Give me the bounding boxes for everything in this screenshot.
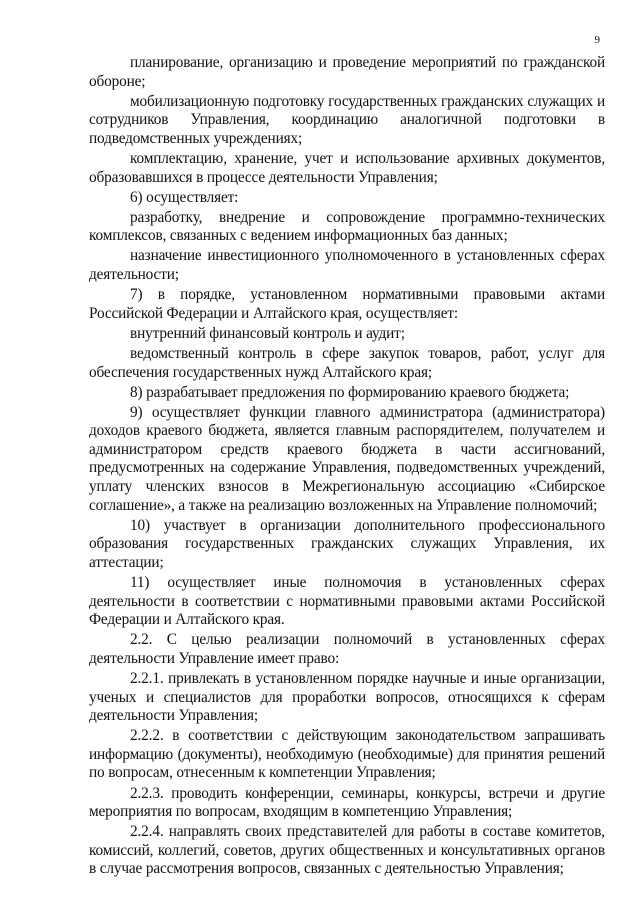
paragraph-14: 2.2. С целью реализации полномочий в установленных сферах деятельности Управление имеет право: <box>89 631 605 667</box>
paragraph-3: комплектацию, хранение, учет и использование архивных документов, образовавшихся в процессе деятельности Управления; <box>89 149 605 186</box>
paragraph-13: 11) осуществляет иные полномочия в установленных сферах деятельности в соответствии с нормативными правовыми актами Российской Федерации и Алтайского края. <box>89 574 605 629</box>
paragraph-4: 6) осуществляет: <box>130 188 239 206</box>
paragraph-5: разработку, внедрение и сопровождение программно-технических комплексов, связанных с ведением информационных баз данных; <box>89 208 605 245</box>
paragraph-16: 2.2.2. в соответствии с действующим законодательством запрашивать информацию (документы), необходимую (необходимые) для принятия решений по вопросам, отнесенным к компетенции Управления; <box>89 727 605 782</box>
paragraph-8: внутренний финансовый контроль и аудит; <box>130 324 405 342</box>
paragraph-7: 7) в порядке, установленном нормативными правовыми актами Российской Федерации и Алтайского края, осуществляет: <box>89 286 605 322</box>
paragraph-15: 2.2.1. привлекать в установленном порядке научные и иные организации, ученых и специалистов для проработки вопросов, относящихся к сферам деятельности Управления; <box>89 670 605 725</box>
paragraph-12: 10) участвует в организации дополнительного профессионального образования государственных гражданских служащих Управления, их аттестации; <box>89 516 605 571</box>
paragraph-10: 8) разрабатывает предложения по формированию краевого бюджета; <box>130 383 570 401</box>
paragraph-6: назначение инвестиционного уполномоченного в установленных сферах деятельности; <box>89 247 605 284</box>
paragraph-11: 9) осуществляет функции главного администратора (администратора) доходов краевого бюджета, является главным распорядителем, получателем и администратором средств краевого бюджета в части ассигнований, предусмотренных на содержание Управления, подведомственных учреждений, уплату членских взносов в Межрегиональную ассоциацию «Сибирское соглашение», а также на реализацию возложенных на Управление полномочий; <box>89 403 605 514</box>
paragraph-1: планирование, организацию и проведение мероприятий по гражданской обороне; <box>89 54 605 90</box>
page-number: 9 <box>594 34 600 46</box>
document-body <box>89 54 605 881</box>
paragraph-17: 2.2.3. проводить конференции, семинары, конкурсы, встречи и другие мероприятия по вопросам, входящим в компетенцию Управления; <box>89 784 605 821</box>
paragraph-9: ведомственный контроль в сфере закупок товаров, работ, услуг для обеспечения государственных нужд Алтайского края; <box>89 344 605 381</box>
paragraph-2: мобилизационную подготовку государственных гражданских служащих и сотрудников Управления, координацию аналогичной подготовки в подведомственных учреждениях; <box>89 92 605 147</box>
paragraph-18: 2.2.4. направлять своих представителей для работы в составе комитетов, комиссий, коллегий, советов, других общественных и консультативных органов в случае рассмотрения вопросов, связанных с деятельностью Управления; <box>89 823 605 878</box>
